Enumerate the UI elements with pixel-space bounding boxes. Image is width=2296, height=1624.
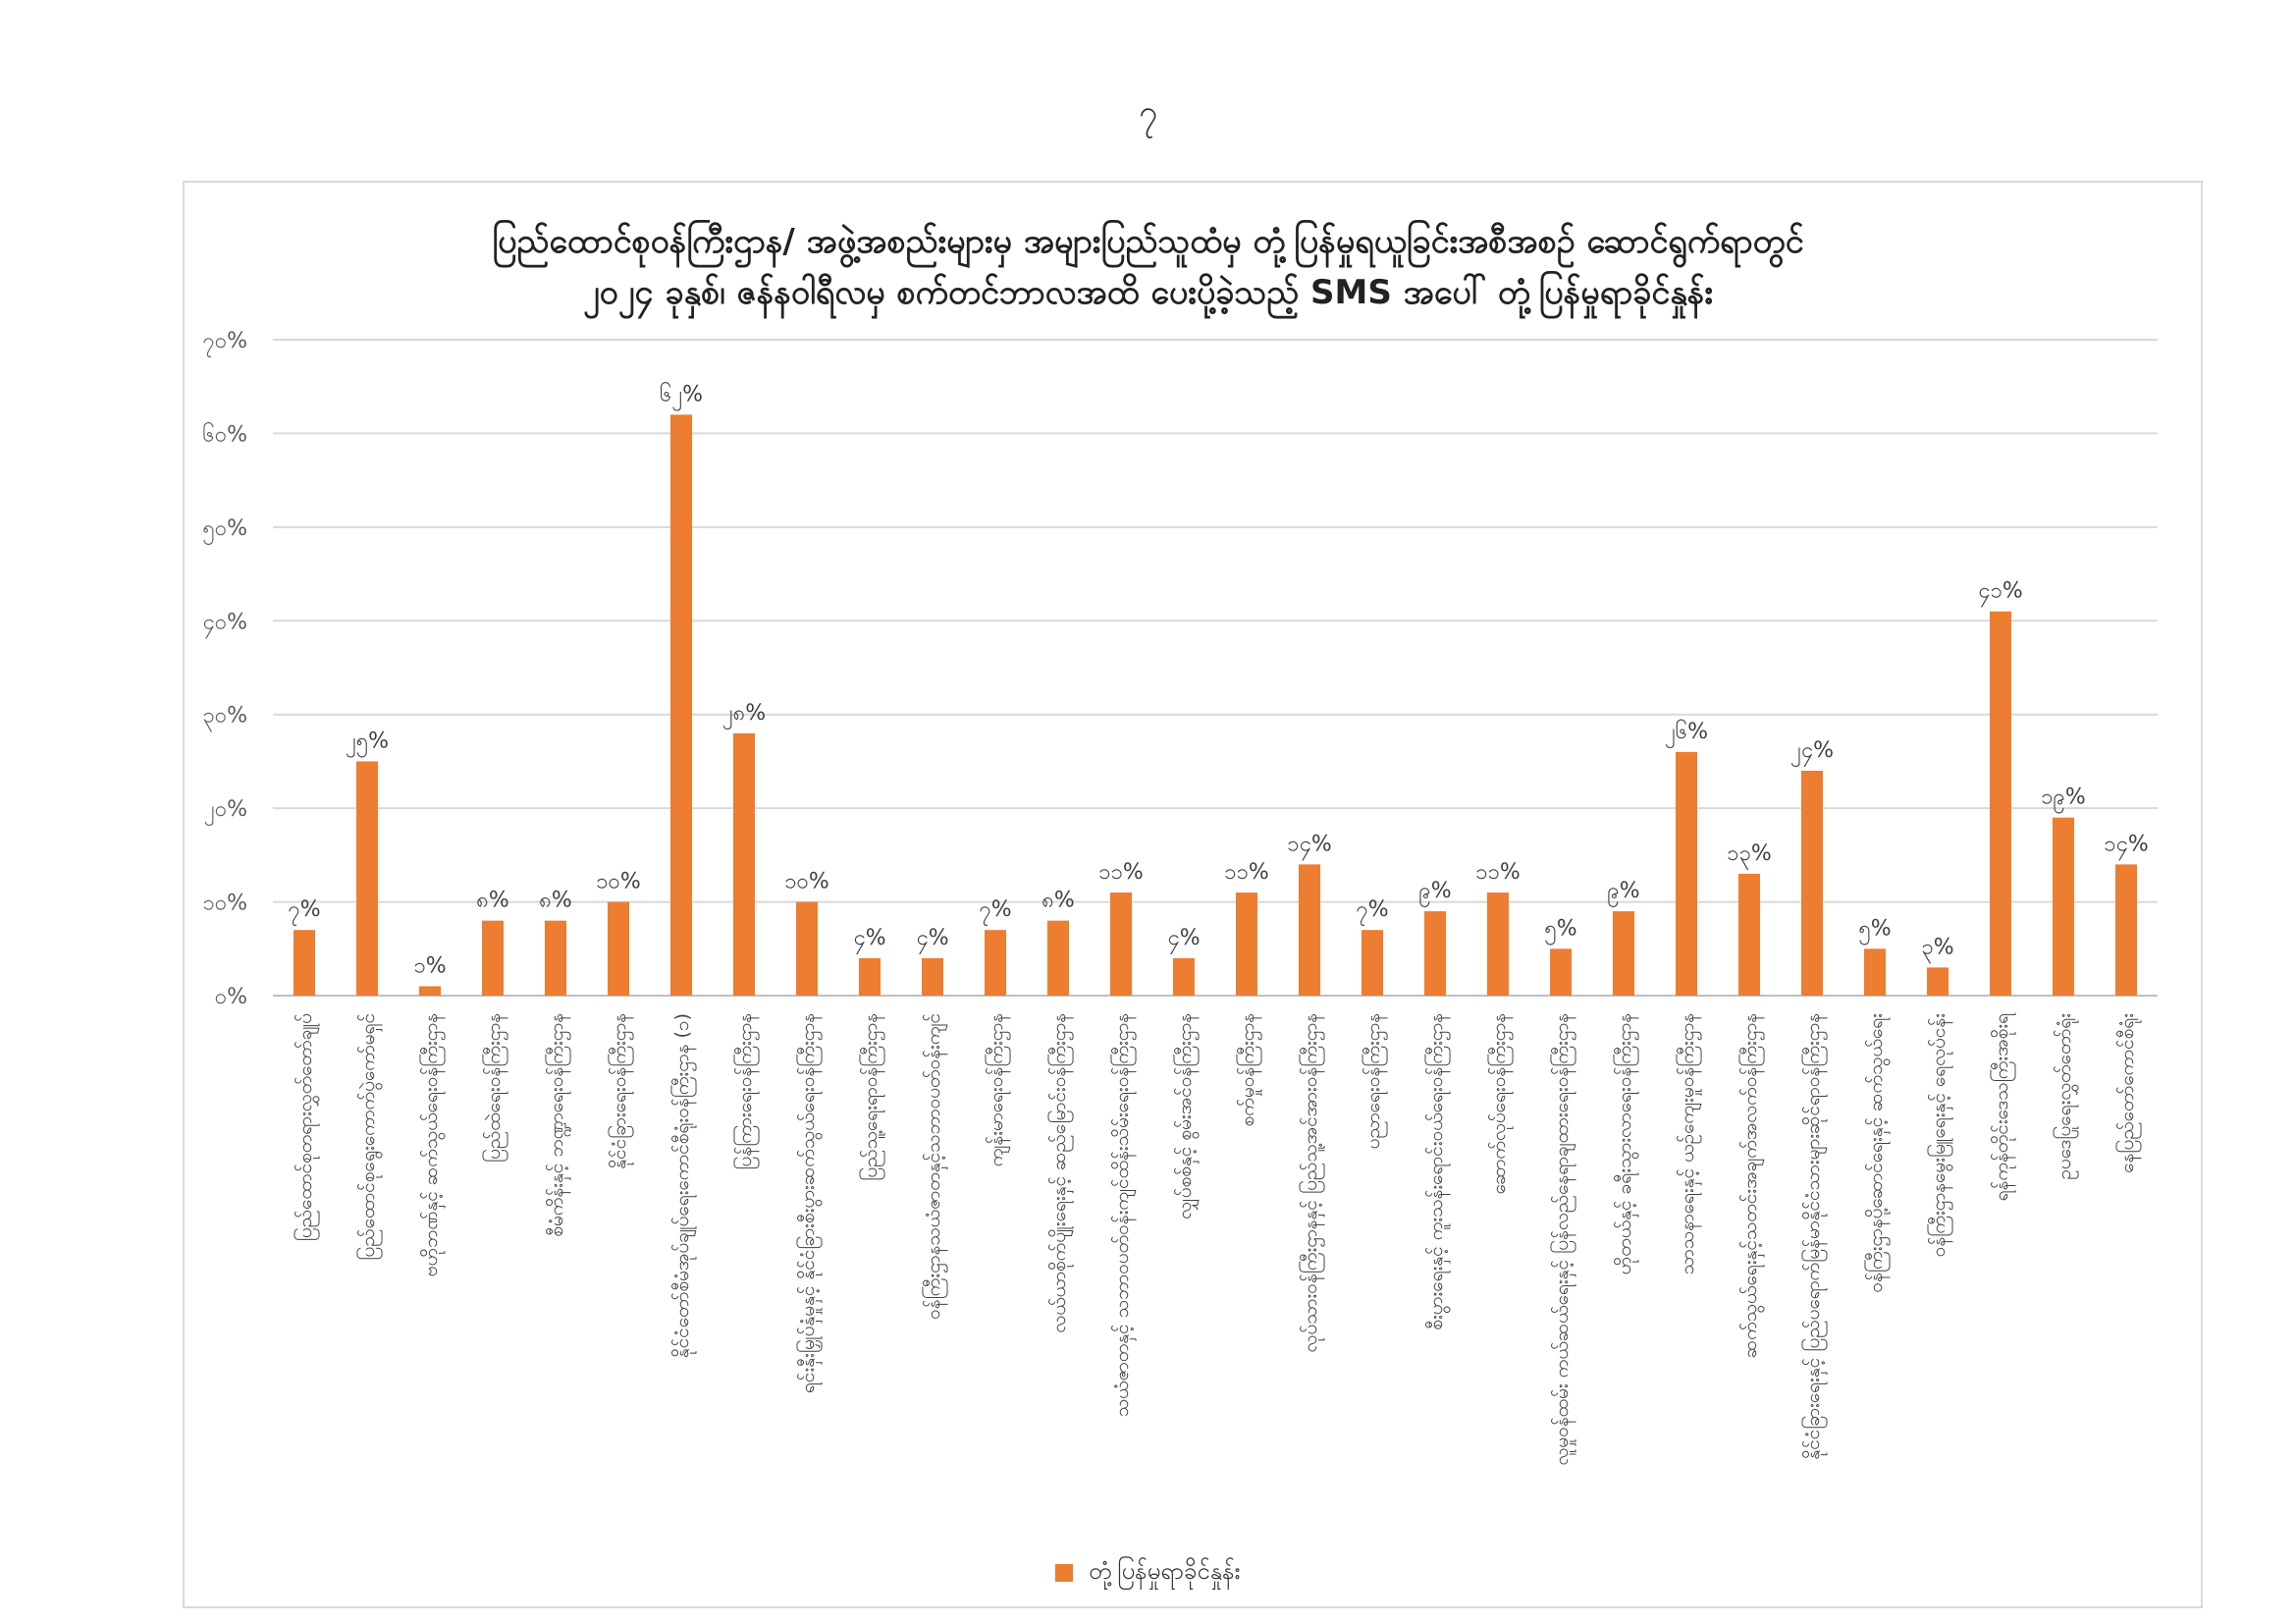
x-category-label: နိုင်ငံခြားရေးနှင့် ပြည်ပရောက်မြန်မာနိုင်ငံသားများဆိုင်ရာဝန်ကြီးဌာန: [1802, 1013, 1824, 1460]
legend-label: တုံ့ပြန်မှုရာခိုင်နှုန်း: [1088, 1557, 1241, 1585]
data-label: ၁၀%: [784, 869, 829, 894]
bar: [1801, 771, 1823, 996]
bar: [1236, 893, 1257, 996]
bar: [1487, 893, 1509, 996]
bar: [294, 930, 315, 996]
data-label: ၇%: [979, 897, 1012, 923]
page-number: ၇: [1138, 93, 1158, 133]
bar: [1362, 930, 1383, 996]
bar: [1550, 948, 1572, 996]
data-label: ၁၃%: [1727, 840, 1772, 866]
data-label: ၈%: [1041, 888, 1075, 913]
data-label: ၂၆%: [1664, 719, 1709, 744]
bar: [545, 921, 566, 996]
bar: [1110, 893, 1132, 996]
data-label: ၇%: [288, 897, 321, 923]
bar: [1424, 911, 1446, 996]
bar: [1738, 874, 1760, 996]
x-category-label: ဝန်ကြီးဌာနပို့ဆောင်ရေးနှင့် ဆက်သွယ်ရေး: [1865, 1013, 1887, 1293]
chart-legend: [0, 1555, 2296, 1591]
bar: [1676, 752, 1697, 996]
data-label: ၂၄%: [1789, 737, 1835, 763]
x-category-label: ပညာရေးဝန်ကြီးဌာန: [1362, 1013, 1384, 1150]
data-label: ၁၄%: [2104, 832, 2149, 857]
data-label: ၆၂%: [659, 382, 704, 407]
y-tick-label: ၇၀%: [202, 329, 247, 353]
x-category-label: ဆက်သွယ်ရေးနှင့်သတင်းအချက်အလက်ဝန်ကြီးဌာန: [1739, 1013, 1761, 1359]
chart-title-line-2: ၂၀၂၄ ခုနှစ်၊ ဇန်နဝါရီလမှ စက်တင်ဘာလအထိ ပေးပို့ခဲ့သည့် SMS အပေါ် တုံ့ပြန်မှုရာခိုင်နှုန်း: [582, 273, 1713, 312]
bar: [1864, 948, 1886, 996]
x-category-label: ပြည်ထောင်စုတရားလွှတ်တော်ချုပ်: [294, 1013, 316, 1242]
y-tick-label: ၂၀%: [203, 797, 247, 823]
x-category-label: ရင်းနှီးမြှုပ်နှံမှုနှင့် နိုင်ငံခြားစီးပွားဆက်သွယ်ရေးဝန်ကြီးဌာန: [797, 1013, 819, 1394]
y-tick-label: ၆၀%: [202, 422, 247, 448]
x-category-label: စီမံကိန်းနှင့် ဘဏ္ဍာရေးဝန်ကြီးဌာန: [546, 1013, 567, 1237]
data-label: ၁၁%: [1098, 860, 1144, 886]
x-category-label: ပြည်သူ့ရေးရာဝန်ကြီးဌာန: [860, 1013, 881, 1181]
x-category-label: ရန်ကုန်တိုင်းဒေသကြီးအစိုးရ: [1991, 1013, 2012, 1202]
data-label: ၁၁%: [1224, 860, 1269, 886]
bar: [1613, 911, 1634, 996]
data-label: ၁၀%: [596, 869, 641, 894]
x-category-label: စက်မှုဝန်ကြီးဌာန: [1237, 1013, 1258, 1127]
x-category-label: ဥပဒေပြုရေးလွှတ်တော်ရုံး: [2054, 1013, 2075, 1180]
x-category-label: ဗဟိုဘဏ်နှင့် ဆက်သွယ်ရေးဝန်ကြီးဌာန: [420, 1013, 442, 1277]
x-category-label: နိုင်ငံခြားရေးဝန်ကြီးဌာန: [609, 1013, 630, 1169]
x-category-label: ဝန်ကြီးဌာနမွေးမြူရေးနှင့် ရေလုပ်ငန်း: [1928, 1013, 1949, 1258]
data-label: ၉%: [1607, 879, 1640, 904]
bar: [2053, 818, 2074, 996]
x-category-label: ဆောက်လုပ်ရေးဝန်ကြီးဌာန: [1488, 1013, 1510, 1195]
data-label: ၇%: [1356, 897, 1389, 923]
bar: [419, 986, 441, 996]
data-label: ၄%: [916, 925, 949, 950]
x-category-label: ပြည်ထဲရေးဝန်ကြီးဌာန: [483, 1013, 505, 1164]
x-category-label: ပြည်ထောင်စုရွေးကောက်ပွဲကော်မရှင်: [357, 1013, 379, 1261]
data-label: ၄%: [853, 925, 886, 950]
bar: [796, 902, 818, 996]
data-label: ၄%: [1167, 925, 1201, 950]
y-tick-label: ၄၀%: [202, 610, 247, 635]
bar: [1173, 958, 1195, 996]
data-label: ၁၄%: [1287, 832, 1332, 857]
x-category-label: ကျန်းမာရေးဝန်ကြီးဌာန: [986, 1013, 1007, 1167]
bar: [1927, 967, 1949, 996]
bar: [608, 902, 629, 996]
data-label: ၁%: [413, 953, 447, 979]
bar: [1990, 612, 2011, 996]
x-category-label: ပြန်ကြားရေးဝန်ကြီးဌာန: [734, 1013, 756, 1170]
bar: [670, 414, 692, 996]
x-category-label: စီးပွားရေးနှင့် ကူးသန်းရောင်းဝယ်ရေးဝန်ကြီးဌာန: [1425, 1013, 1447, 1330]
bar: [482, 921, 504, 996]
x-category-label: သာသနာရေးနှင့် ယဉ်ကျေးမှုဝန်ကြီးဌာန: [1677, 1013, 1698, 1275]
bar: [922, 958, 943, 996]
chart-title-line-1: ပြည်ထောင်စုဝန်ကြီးဌာန/ အဖွဲ့အစည်းများမှ အများပြည်သူထံမှ တုံ့ပြန်မှုရယူခြင်းအစီအစဉ် ဆောင်ရွက်ရာတွင်: [492, 222, 1804, 261]
x-category-label: လူမှုဝန်ထမ်း ကယ်ဆယ်ရေးနှင့် ပြန်လည်နေရာချထားရေးဝန်ကြီးဌာန: [1551, 1013, 1573, 1466]
y-tick-label: ၁၀%: [202, 891, 247, 916]
x-category-label: လုပ်သားဝန်ကြီးဌာနနှင့် ပြည်သူ့အင်အားဝန်ကြီးဌာန: [1300, 1013, 1321, 1353]
x-category-label: လျှပ်စစ်နှင့် စွမ်းအင်ဝန်ကြီးဌာန: [1174, 1013, 1196, 1219]
x-category-label: ဝန်ကြီးဌာနသယံဇာတနှင့်သဘာဝပတ်ဝန်းကျင်: [923, 1013, 944, 1321]
data-label: ၂၅%: [345, 729, 390, 754]
data-label: ၉%: [1418, 879, 1452, 904]
y-tick-label: ၀%: [214, 985, 247, 1009]
bar: [1299, 864, 1320, 996]
bar: [356, 761, 378, 996]
data-label: ၄၁%: [1978, 578, 2023, 604]
x-category-label: ဟိုတယ်နှင့် ခရီးသွားလာရေးဝန်ကြီးဌာန: [1614, 1013, 1635, 1275]
x-category-label: နိုင်ငံတော်စီမံအုပ်ချုပ်ရေးကောင်စီရုံးဝန်ကြီးဌာန (၁): [671, 1013, 693, 1359]
data-label: ၃%: [1921, 935, 1954, 960]
bar: [2115, 864, 2137, 996]
bar: [859, 958, 881, 996]
x-category-label: နေပြည်တော်ကောင်စီရုံး: [2116, 1013, 2138, 1173]
bar: [733, 733, 755, 996]
data-label: ၂၈%: [721, 700, 767, 726]
y-tick-label: ၅၀%: [202, 515, 247, 541]
y-tick-label: ၃၀%: [202, 703, 247, 729]
data-label: ၅%: [1544, 916, 1577, 942]
x-category-label: သယံဇာတနှင့် သဘာဝပတ်ဝန်းကျင်ထိန်းသိမ်းရေးဝန်ကြီးဌာန: [1111, 1013, 1133, 1418]
data-label: ၈%: [539, 888, 572, 913]
bar: [985, 930, 1006, 996]
bar: [1047, 921, 1069, 996]
legend-swatch: [1055, 1564, 1073, 1582]
data-label: ၅%: [1858, 916, 1892, 942]
x-category-label: လယ်ယာစိုက်ပျိုးရေးနှင့် ဆည်မြောင်းဝန်ကြီးဌာန: [1048, 1013, 1070, 1333]
data-label: ၈%: [476, 888, 509, 913]
data-label: ၁၁%: [1475, 860, 1521, 886]
data-label: ၁၉%: [2041, 785, 2086, 810]
